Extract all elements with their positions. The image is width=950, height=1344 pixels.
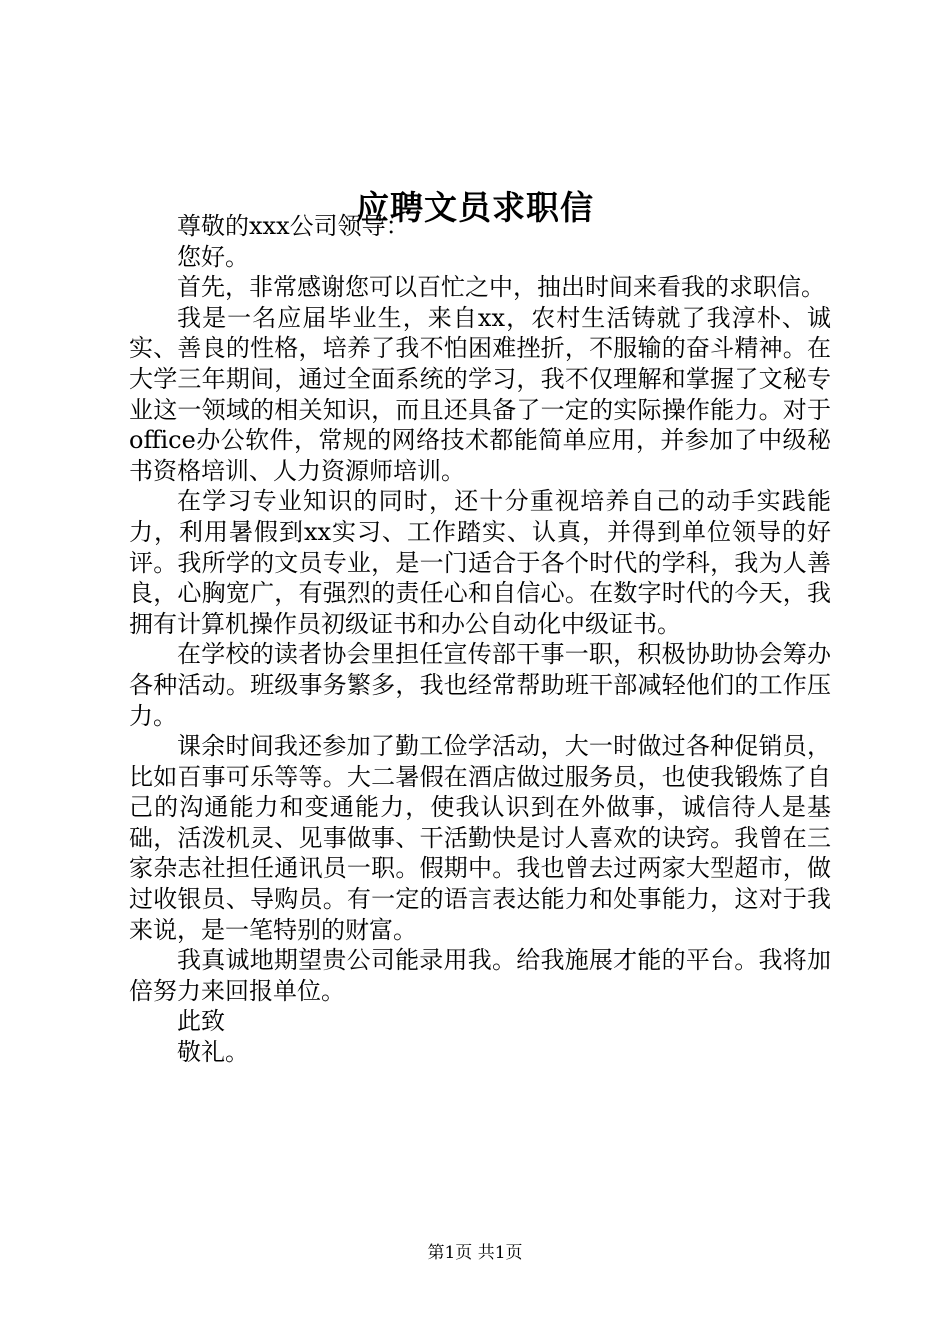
body-paragraph: 我真诚地期望贵公司能录用我。给我施展才能的平台。我将加倍努力来回报单位。 — [129, 946, 831, 1005]
body-paragraph: 课余时间我还参加了勤工俭学活动，大一时做过各种促销员，比如百事可乐等等。大二暑假在酒店做过服务员，也使我锻炼了自己的沟通能力和变通能力，使我认识到在外做事，诚信待人是基础，活泼机灵、见事做事、干活勤快是讨人喜欢的诀窍。我曾在三家杂志社担任通讯员一职。假期中。我也曾去过两家大型超市，做过收银员、导购员。有一定的语言表达能力和处事能力，这对于我来说，是一笔特别的财富。 — [129, 732, 831, 944]
closing-phrase: 此致 — [177, 1007, 225, 1036]
salutation: 尊敬的xxx公司领导： — [177, 212, 410, 240]
body-paragraph: 我是一名应届毕业生，来自xx，农村生活铸就了我淳朴、诚实、善良的性格，培养了我不怕困难挫折，不服输的奋斗精神。在大学三年期间，通过全面系统的学习，我不仅理解和掌握了文秘专业这一领域的相关知识，而且还具备了一定的实际操作能力。对于office办公软件，常规的网络技术都能简单应用，并参加了中级秘书资格培训、人力资源师培训。 — [129, 303, 831, 485]
letter-body — [129, 211, 831, 1068]
body-paragraph: 在学习专业知识的同时，还十分重视培养自己的动手实践能力，利用暑假到xx实习、工作踏实、认真，并得到单位领导的好评。我所学的文员专业，是一门适合于各个时代的学科，我为人善良，心胸宽广，有强烈的责任心和自信心。在数字时代的今天，我拥有计算机操作员初级证书和办公自动化中级证书。 — [129, 487, 831, 638]
body-paragraph: 首先，非常感谢您可以百忙之中，抽出时间来看我的求职信。 — [177, 273, 825, 302]
closing-salute: 敬礼。 — [177, 1038, 249, 1067]
page-number-footer: 第1页 共1页 — [427, 1243, 523, 1263]
body-paragraph: 在学校的读者协会里担任宣传部干事一职，积极协助协会筹办各种活动。班级事务繁多，我也经常帮助班干部减轻他们的工作压力。 — [129, 640, 831, 730]
greeting: 您好。 — [177, 242, 249, 271]
document-title: 应聘文员求职信 — [356, 188, 594, 227]
